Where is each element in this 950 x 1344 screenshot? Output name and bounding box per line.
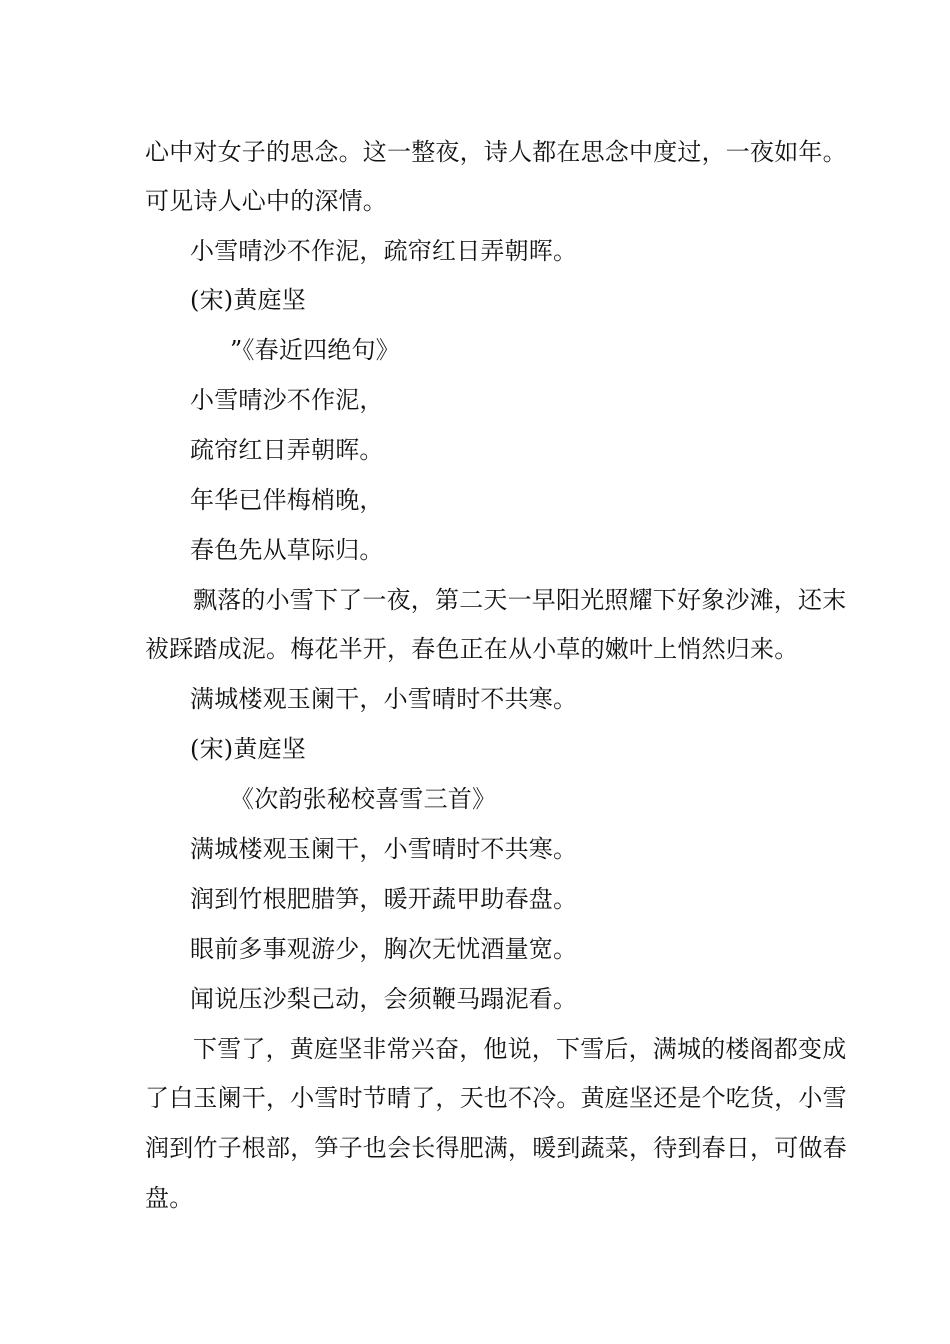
poem-1-line-3: 年华已伴梅梢晚， bbox=[190, 486, 384, 514]
poem-summary-2: 满城楼观玉阑干，小雪晴时不共寒。 bbox=[190, 685, 578, 713]
paragraph-2-line-1: 下雪了，黄庭坚非常兴奋，他说，下雪后，满城的楼阁都变成 bbox=[193, 1035, 847, 1063]
text-line-2: 可见诗人心中的深情。 bbox=[145, 187, 387, 215]
poem-author-2: (宋)黄庭坚 bbox=[190, 735, 306, 763]
poem-title-1: ”《春近四绝句》 bbox=[230, 336, 400, 364]
poem-1-line-1: 小雪晴沙不作泥， bbox=[190, 386, 384, 414]
paragraph-2-line-2: 了白玉阑干，小雪时节晴了，天也不冷。黄庭坚还是个吃货，小雪 bbox=[145, 1084, 847, 1112]
poem-summary-1: 小雪晴沙不作泥，疏帘红日弄朝晖。 bbox=[190, 237, 578, 265]
poem-2-line-3: 眼前多事观游少，胸次无忧酒量宽。 bbox=[190, 935, 578, 963]
paragraph-2-line-4: 盘。 bbox=[145, 1184, 194, 1212]
paragraph-1-line-2: 袚踩踏成泥。梅花半开，春色正在从小草的嫩叶上悄然归来。 bbox=[145, 635, 799, 663]
poem-1-line-4: 春色先从草际归。 bbox=[190, 536, 384, 564]
text-line-1: 心中对女子的思念。这一整夜，诗人都在思念中度过，一夜如年。 bbox=[145, 138, 847, 166]
poem-1-line-2: 疏帘红日弄朝晖。 bbox=[190, 436, 384, 464]
poem-2-line-4: 闻说压沙梨己动，会须鞭马蹋泥看。 bbox=[190, 985, 578, 1013]
poem-author-1: (宋)黄庭坚 bbox=[190, 286, 306, 314]
poem-title-2: 《次韵张秘校喜雪三首》 bbox=[230, 785, 497, 813]
poem-2-line-2: 润到竹根肥腊笋，暖开蔬甲助春盘。 bbox=[190, 885, 578, 913]
poem-2-line-1: 满城楼观玉阑干，小雪晴时不共寒。 bbox=[190, 835, 578, 863]
paragraph-1-line-1: 飘落的小雪下了一夜，第二天一早阳光照耀下好象沙滩，还末 bbox=[193, 586, 847, 614]
paragraph-2-line-3: 润到竹子根部，笋子也会长得肥满，暖到蔬菜，待到春日，可做春 bbox=[145, 1134, 847, 1162]
